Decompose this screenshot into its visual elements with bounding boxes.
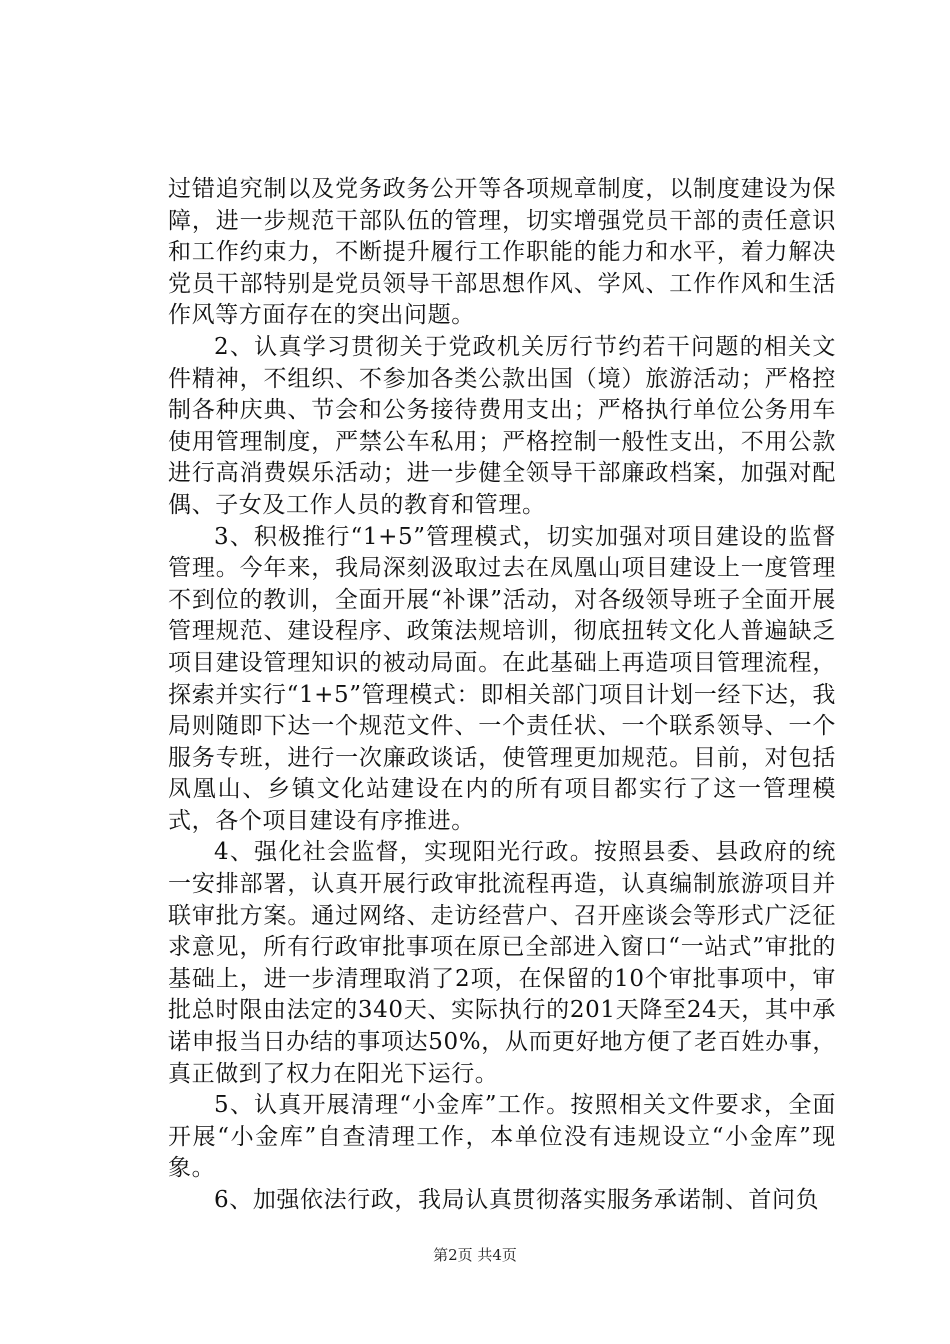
document-body	[168, 174, 836, 1217]
paragraph-item-5: 5、认真开展清理“小金库”工作。按照相关文件要求，全面开展“小金库”自查清理工作，本单位没有违规设立“小金库”现象。	[168, 1092, 836, 1182]
paragraph-continuation: 过错追究制以及党务政务公开等各项规章制度，以制度建设为保障，进一步规范干部队伍的管理，切实增强党员干部的责任意识和工作约束力，不断提升履行工作职能的能力和水平，着力解决党员干部特别是党员领导干部思想作风、学风、工作作风和生活作风等方面存在的突出问题。	[168, 176, 836, 329]
paragraph-item-6: 6、加强依法行政，我局认真贯彻落实服务承诺制、首问负	[214, 1187, 820, 1213]
paragraph-item-3: 3、积极推行“1+5”管理模式，切实加强对项目建设的监督管理。今年来，我局深刻汲取过去在凤凰山项目建设上一度管理不到位的教训，全面开展“补课”活动，对各级领导班子全面开展管理规范、建设程序、政策法规培训，彻底扭转文化人普遍缺乏项目建设管理知识的被动局面。在此基础上再造项目管理流程，探索并实行“1+5”管理模式：即相关部门项目计划一经下达，我局则随即下达一个规范文件、一个责任状、一个联系领导、一个服务专班，进行一次廉政谈话，使管理更加规范。目前，对包括凤凰山、乡镇文化站建设在内的所有项目都实行了这一管理模式，各个项目建设有序推进。	[168, 523, 836, 834]
paragraph-item-2: 2、认真学习贯彻关于党政机关厉行节约若干问题的相关文件精神，不组织、不参加各类公款出国（境）旅游活动；严格控制各种庆典、节会和公务接待费用支出；严格执行单位公务用车使用管理制度，严禁公车私用；严格控制一般性支出，不用公款进行高消费娱乐活动；进一步健全领导干部廉政档案，加强对配偶、子女及工作人员的教育和管理。	[168, 333, 836, 518]
page-number-footer: 第2页 共4页	[433, 1246, 517, 1264]
paragraph-item-4: 4、强化社会监督，实现阳光行政。按照县委、县政府的统一安排部署，认真开展行政审批流程再造，认真编制旅游项目并联审批方案。通过网络、走访经营户、召开座谈会等形式广泛征求意见，所有行政审批事项在原已全部进入窗口“一站式”审批的基础上，进一步清理取消了2项，在保留的10个审批事项中，审批总时限由法定的340天、实际执行的201天降至24天，其中承诺申报当日办结的事项达50%，从而更好地方便了老百姓办事，真正做到了权力在阳光下运行。	[168, 839, 836, 1087]
